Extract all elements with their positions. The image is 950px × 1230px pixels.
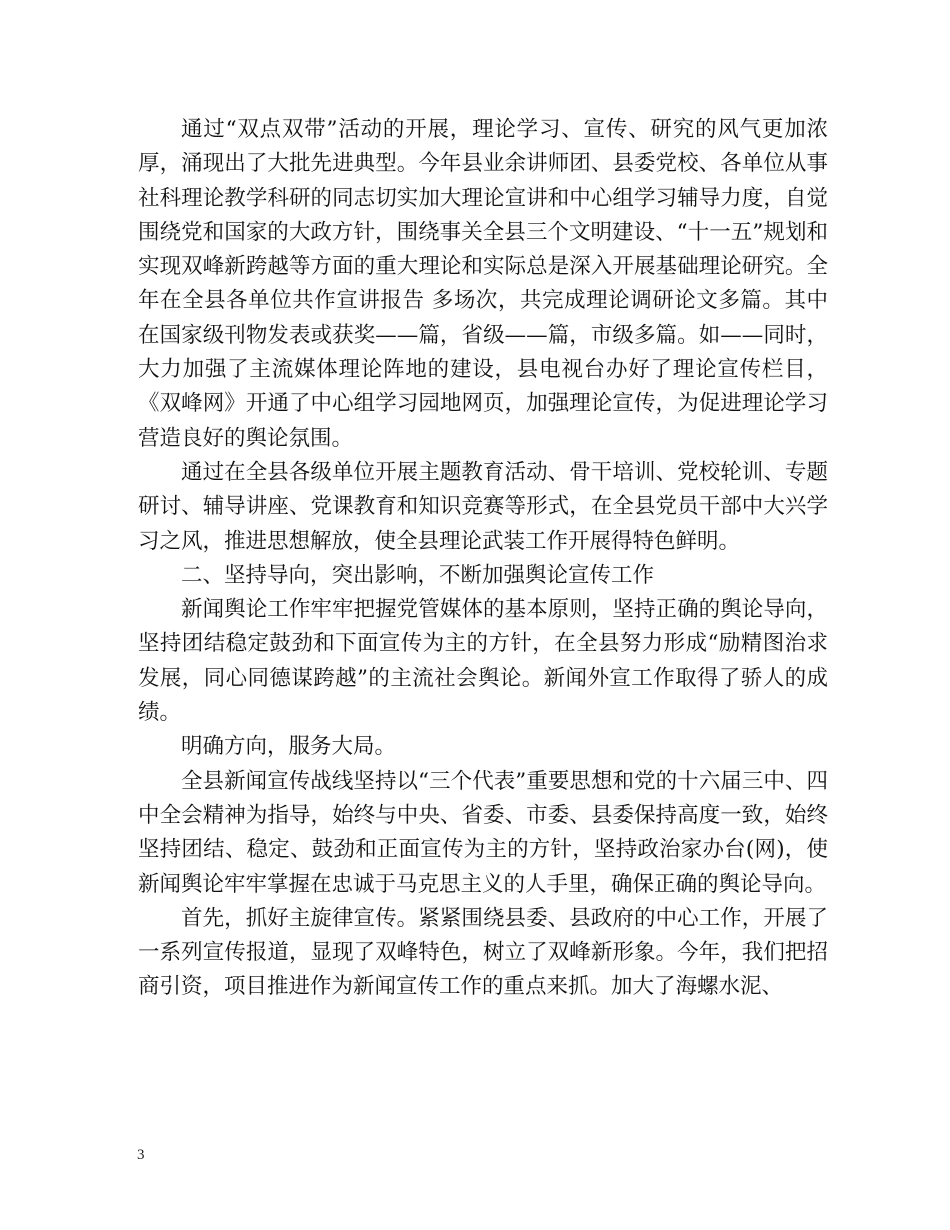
- paragraph-clear-direction: 明确方向，服务大局。: [181, 734, 397, 760]
- paragraph-news-front: 全县新闻宣传战线坚持以“三个代表”重要思想和党的十六届三中、四中全会精神为指导，始终与中央、省委、市委、县委保持高度一致，始终坚持团结、稳定、鼓劲和正面宣传为主的方针，坚持政治家办台(网)，使新闻舆论牢牢掌握在忠诚于马克思主义的人手里，确保正确的舆论导向。: [138, 768, 828, 897]
- paragraph-theory-study: 通过“双点双带”活动的开展，理论学习、宣传、研究的风气更加浓厚，涌现出了大批先进典型。今年县业余讲师团、县委党校、各单位从事社科理论教学科研的同志切实加大理论宣讲和中心组学习辅导力度，自觉围绕党和国家的大政方针，围绕事关全县三个文明建设、“十一五”规划和实现双峰新跨越等方面的重大理论和实际总是深入开展基础理论研究。全年在全县各单位共作宣讲报告 多场次，共完成理论调研论文多篇。其中在国家级刊物发表或获奖——篇，省级——篇，市级多篇。如——同时，大力加强了主流媒体理论阵地的建设，县电视台办好了理论宣传栏目，《双峰网》开通了中心组学习园地网页，加强理论宣传，为促进理论学习营造良好的舆论氛围。: [138, 117, 828, 451]
- page-number: 3: [137, 1147, 145, 1163]
- body-text: [138, 113, 828, 1005]
- section-heading-public-opinion: 二、坚持导向，突出影响，不断加强舆论宣传工作: [181, 562, 655, 588]
- paragraph-news-principles: 新闻舆论工作牢牢把握党管媒体的基本原则，坚持正确的舆论导向，坚持团结稳定鼓劲和下面宣传为主的方针，在全县努力形成“励精图治求发展，同心同德谋跨越”的主流社会舆论。新闻外宣工作取得了骄人的成绩。: [138, 597, 828, 726]
- paragraph-main-theme: 首先，抓好主旋律宣传。紧紧围绕县委、县政府的中心工作，开展了一系列宣传报道，显现了双峰特色，树立了双峰新形象。今年，我们把招商引资，项目推进作为新闻宣传工作的重点来抓。加大了海螺水泥、: [138, 905, 828, 1000]
- paragraph-education-activities: 通过在全县各级单位开展主题教育活动、骨干培训、党校轮训、专题研讨、辅导讲座、党课教育和知识竞赛等形式，在全县党员干部中大兴学习之风，推进思想解放，使全县理论武装工作开展得特色鲜明。: [138, 459, 828, 554]
